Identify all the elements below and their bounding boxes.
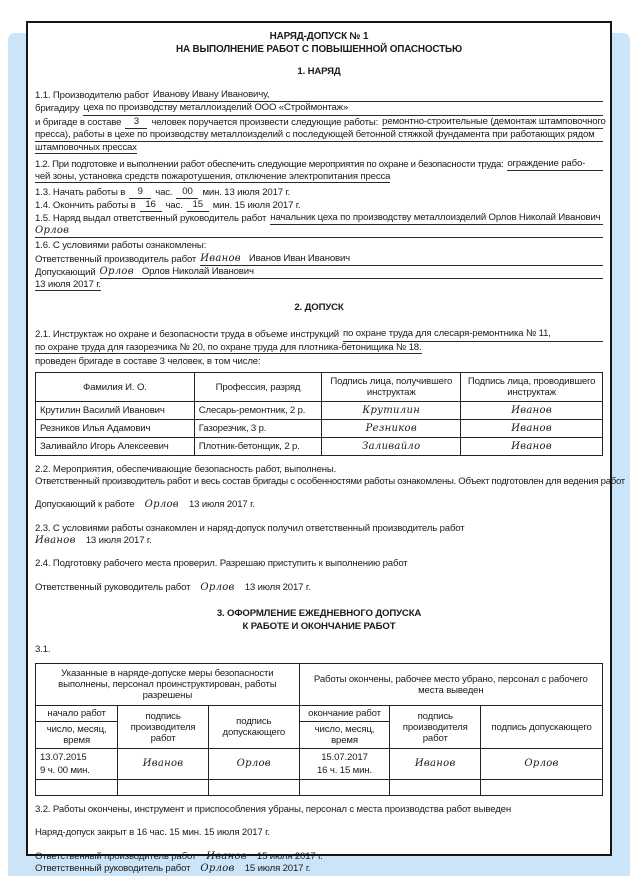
- clause-1-2-line2: [35, 171, 603, 183]
- clause-1-6-row1-name: Иванов Иван Иванович: [248, 252, 351, 264]
- column-header-profession: Профессия, разряд: [194, 373, 322, 402]
- column-header-name: Фамилия И. О.: [36, 373, 195, 402]
- empty-cell: [118, 780, 209, 796]
- worker-name: Крутилин Василий Иванович: [36, 402, 195, 420]
- signature-allower-start: Орлов: [208, 749, 299, 780]
- clause-2-1-after: проведен бригаде в составе 3 человек, в том числе:: [35, 355, 261, 367]
- signature-conducted: Иванов: [461, 402, 603, 420]
- signature-ivanov: Иванов: [206, 850, 247, 862]
- clause-1-1-value-presses: штамповочных прессах: [35, 142, 137, 154]
- clause-1-4-date: мин. 15 июля 2017 г.: [212, 199, 301, 211]
- clause-1-1-line3: [35, 115, 606, 129]
- group-header-right: Работы окончены, рабочее место убрано, персонал с рабочего места выведен: [299, 664, 602, 706]
- column-header-start: [36, 706, 118, 749]
- signature-orlov: Орлов: [99, 265, 134, 277]
- clause-1-4-hour-label: час.: [165, 199, 183, 211]
- section2-heading: 2. ДОПУСК: [294, 302, 344, 314]
- clause-1-1-value-producer: Иванову Ивану Ивановичу,: [153, 89, 603, 102]
- clause-2-3-signature-row: [35, 535, 603, 547]
- end-date: 15.07.2017: [321, 752, 368, 764]
- start-time: 9 ч. 00 мин.: [40, 765, 90, 777]
- permit-closed-line: Наряд-допуск закрыт в 16 час. 15 мин. 15 июля 2017 г.: [35, 827, 270, 839]
- signature-received: Резников: [322, 420, 461, 438]
- clause-1-6-row1-fill: [200, 253, 603, 266]
- signature-producer-start: Иванов: [118, 749, 209, 780]
- signature-allower-end: Орлов: [481, 749, 603, 780]
- clause-2-3-line1: 2.3. С условиями работы ознакомлен и наряд-допуск получил ответственный производитель работ: [35, 522, 465, 534]
- document-title-line1: НАРЯД-ДОПУСК № 1: [269, 31, 369, 42]
- clause-1-3-hour-label: час.: [155, 186, 173, 198]
- clause-1-2-value2: чей зоны, установка средств пожаротушения, отключение электропитания пресса: [35, 171, 391, 183]
- column-header-allower-signature: подпись допускающего: [481, 706, 603, 749]
- clause-2-2-allow-row: [35, 499, 603, 511]
- column-header-signature-received: Подпись лица, получившего инструктаж: [322, 373, 461, 402]
- signature-orlov: Орлов: [200, 862, 235, 874]
- allow-date: 13 июля 2017 г.: [188, 499, 255, 511]
- clause-2-1-label: 2.1. Инструктаж но охране и безопасности труда в объеме инструкций: [35, 329, 340, 341]
- datetime-label: число, месяц, время: [314, 724, 375, 747]
- signature-producer-end: Иванов: [390, 749, 481, 780]
- final-producer-date: 15 июля 2017 г.: [256, 850, 323, 862]
- signature-underline: [35, 225, 603, 238]
- clause-1-5-label: 1.5. Наряд выдал ответственный руководитель работ: [35, 213, 267, 225]
- clause-1-4-minute: 15: [187, 199, 209, 212]
- instruction-table: [35, 372, 603, 456]
- signature-ivanov: Иванов: [35, 534, 76, 546]
- clause-1-6-row1: [35, 253, 603, 266]
- clause-2-2-line1: 2.2. Мероприятия, обеспечивающие безопасность работ, выполнены.: [35, 464, 337, 476]
- clause-1-4-label: 1.4. Окончить работы в: [35, 199, 136, 211]
- clause-1-6-row2: [35, 266, 603, 279]
- group-header-left: Указанные в наряде-допуске меры безопасности выполнены, персонал проинструктирован, работы разрешены: [36, 664, 300, 706]
- table-row: [36, 438, 603, 456]
- final-producer-row: [35, 851, 603, 863]
- signature-orlov: Орлов: [144, 499, 179, 511]
- signature-orlov: Орлов: [35, 225, 70, 237]
- signature-ivanov: Иванов: [200, 252, 241, 264]
- clause-1-1-value-worktype: ремонтно-строительные (демонтаж штамповочного: [382, 116, 603, 129]
- clause-1-6-label: 1.6. С условиями работы ознакомлены:: [35, 240, 207, 252]
- clause-1-6-row2-fill: [100, 266, 603, 279]
- final-producer-label: Ответственный производитель работ: [35, 850, 197, 862]
- clause-1-6-date-line: [35, 279, 603, 291]
- clause-1-3-label: 1.3. Начать работы в: [35, 186, 126, 198]
- clause-1-4-hour: 16: [140, 199, 162, 212]
- clause-1-1-label-brigade: и бригаде в составе: [35, 116, 122, 128]
- clause-2-1-line2: [35, 342, 603, 354]
- work-permit-document: [26, 21, 625, 874]
- clause-3-1-label: 3.1.: [35, 643, 51, 655]
- clause-1-5-signature-line: [35, 225, 603, 238]
- signature-conducted: Иванов: [461, 438, 603, 456]
- section1-heading: 1. НАРЯД: [297, 66, 341, 77]
- start-date: 13.07.2015: [40, 752, 87, 764]
- worker-profession: Плотник-бетонщик, 2 р.: [194, 438, 322, 456]
- clause-1-2-line1: [35, 158, 603, 171]
- end-time: 16 ч. 15 мин.: [317, 765, 372, 777]
- clause-1-2-label: 1.2. При подготовке и выполнении работ обеспечить следующие мероприятия по охране и безопасности труда:: [35, 159, 504, 171]
- end-datetime-cell: [299, 749, 390, 780]
- clause-1-2-value1: ограждение рабо-: [507, 158, 603, 171]
- clause-2-1-value2: по охране труда для газорезчика № 20, по охране труда для плотника-бетонищика № 18.: [35, 341, 422, 353]
- clause-1-6-row1-label: Ответственный производитель работ: [35, 253, 197, 265]
- worker-name: Заливайло Игорь Алексеевич: [36, 438, 195, 456]
- clause-1-1-value-count: 3: [125, 116, 147, 129]
- clause-1-6-row2-label: Допускающий: [35, 266, 96, 278]
- clause-2-4-line1: 2.4. Подготовку рабочего места проверил. Разрешаю приступить к выполнению работ: [35, 558, 408, 570]
- clause-1-3: [35, 186, 603, 199]
- end-of-work-label: окончание работ: [300, 706, 390, 722]
- clause-2-2-line2: Ответственный производитель работ и весь состав бригады с особенностями работы ознакомлены. Объект подготовлен для ведения работ: [35, 476, 625, 488]
- start-of-work-label: начало работ: [36, 706, 117, 722]
- signature-conducted: Иванов: [461, 420, 603, 438]
- clause-2-4-signature-row: [35, 582, 603, 594]
- clause-1-1-line1: [35, 89, 603, 102]
- clause-1-6-row2-name: Орлов Николай Иванович: [141, 265, 254, 277]
- section3-heading-line2: К РАБОТЕ И ОКОНЧАНИЕ РАБОТ: [242, 620, 396, 632]
- allow-label: Допускающий к работе: [35, 499, 135, 511]
- clause-1-5-value: начальник цеха по производству металлоизделий Орлов Николай Иванович: [270, 212, 603, 225]
- signature-received: Крутилин: [322, 402, 461, 420]
- start-datetime-cell: [36, 749, 118, 780]
- clause-1-1-line2: [35, 102, 603, 115]
- signature-orlov: Орлов: [200, 582, 235, 594]
- worker-name: Резников Илья Адамович: [36, 420, 195, 438]
- empty-cell: [481, 780, 603, 796]
- clause-1-1-label-brigadir: бригадиру: [35, 103, 80, 115]
- empty-cell: [390, 780, 481, 796]
- final-head-date: 15 июля 2017 г.: [244, 862, 311, 874]
- daily-permit-data-row: [36, 749, 603, 780]
- clause-1-1-label-works: человек поручается произвести следующие работы:: [151, 116, 379, 128]
- daily-permit-table: [35, 663, 603, 796]
- clause-2-3-date: 13 июля 2017 г.: [85, 534, 152, 546]
- table-row: [36, 402, 603, 420]
- clause-1-1-label: 1.1. Производителю работ: [35, 90, 149, 102]
- section3-heading-line1: 3. ОФОРМЛЕНИЕ ЕЖЕДНЕВНОГО ДОПУСКА: [216, 608, 422, 620]
- clause-2-4-date: 13 июля 2017 г.: [244, 582, 311, 594]
- clause-1-1-line4: пресса), работы в цехе по производству металлоизделий с последующей бетонной стяжкой фундамента при работающих рядом: [35, 129, 603, 142]
- clause-1-5: [35, 212, 603, 225]
- clause-1-1-line5: [35, 142, 603, 154]
- final-head-row: [35, 863, 603, 875]
- empty-cell: [208, 780, 299, 796]
- column-header-end: [299, 706, 390, 749]
- group-header-row: [36, 664, 603, 706]
- table-row: [36, 420, 603, 438]
- clause-1-4: [35, 199, 603, 212]
- clause-1-3-hour: 9: [129, 186, 151, 199]
- sub-header-row: [36, 706, 603, 749]
- clause-1-3-date: мин. 13 июля 2017 г.: [202, 186, 291, 198]
- document-title-line2: НА ВЫПОЛНЕНИЕ РАБОТ С ПОВЫШЕННОЙ ОПАСНОСТЬЮ: [175, 44, 463, 55]
- clause-1-6-date: 13 июля 2017 г.: [35, 279, 101, 291]
- worker-profession: Слесарь-ремонтник, 2 р.: [194, 402, 322, 420]
- clause-2-4-label: Ответственный руководитель работ: [35, 582, 191, 594]
- signature-received: Заливайло: [322, 438, 461, 456]
- clause-3-2-line1: 3.2. Работы окончены, инструмент и приспособления убраны, персонал с места производства работ выведен: [35, 804, 511, 816]
- clause-1-3-minute: 00: [176, 186, 198, 199]
- clause-2-1-line1: [35, 328, 603, 341]
- clause-1-1-value-org: цеха по производству металлоизделий ООО «Строймонтаж»: [83, 102, 603, 115]
- worker-profession: Газорезчик, 3 р.: [194, 420, 322, 438]
- column-header-producer-signature: подпись производителя работ: [118, 706, 209, 749]
- instruction-table-header-row: [36, 373, 603, 402]
- column-header-signature-conducted: Подпись лица, проводившего инструктаж: [461, 373, 603, 402]
- empty-cell: [36, 780, 118, 796]
- empty-data-row: [36, 780, 603, 796]
- column-header-allower-signature: подпись допускающего: [208, 706, 299, 749]
- empty-cell: [299, 780, 390, 796]
- final-head-label: Ответственный руководитель работ: [35, 862, 191, 874]
- column-header-producer-signature: подпись производителя работ: [390, 706, 481, 749]
- clause-2-1-value1: по охране труда для слесаря-ремонтника № 11,: [343, 328, 603, 341]
- datetime-label: число, месяц, время: [46, 724, 107, 747]
